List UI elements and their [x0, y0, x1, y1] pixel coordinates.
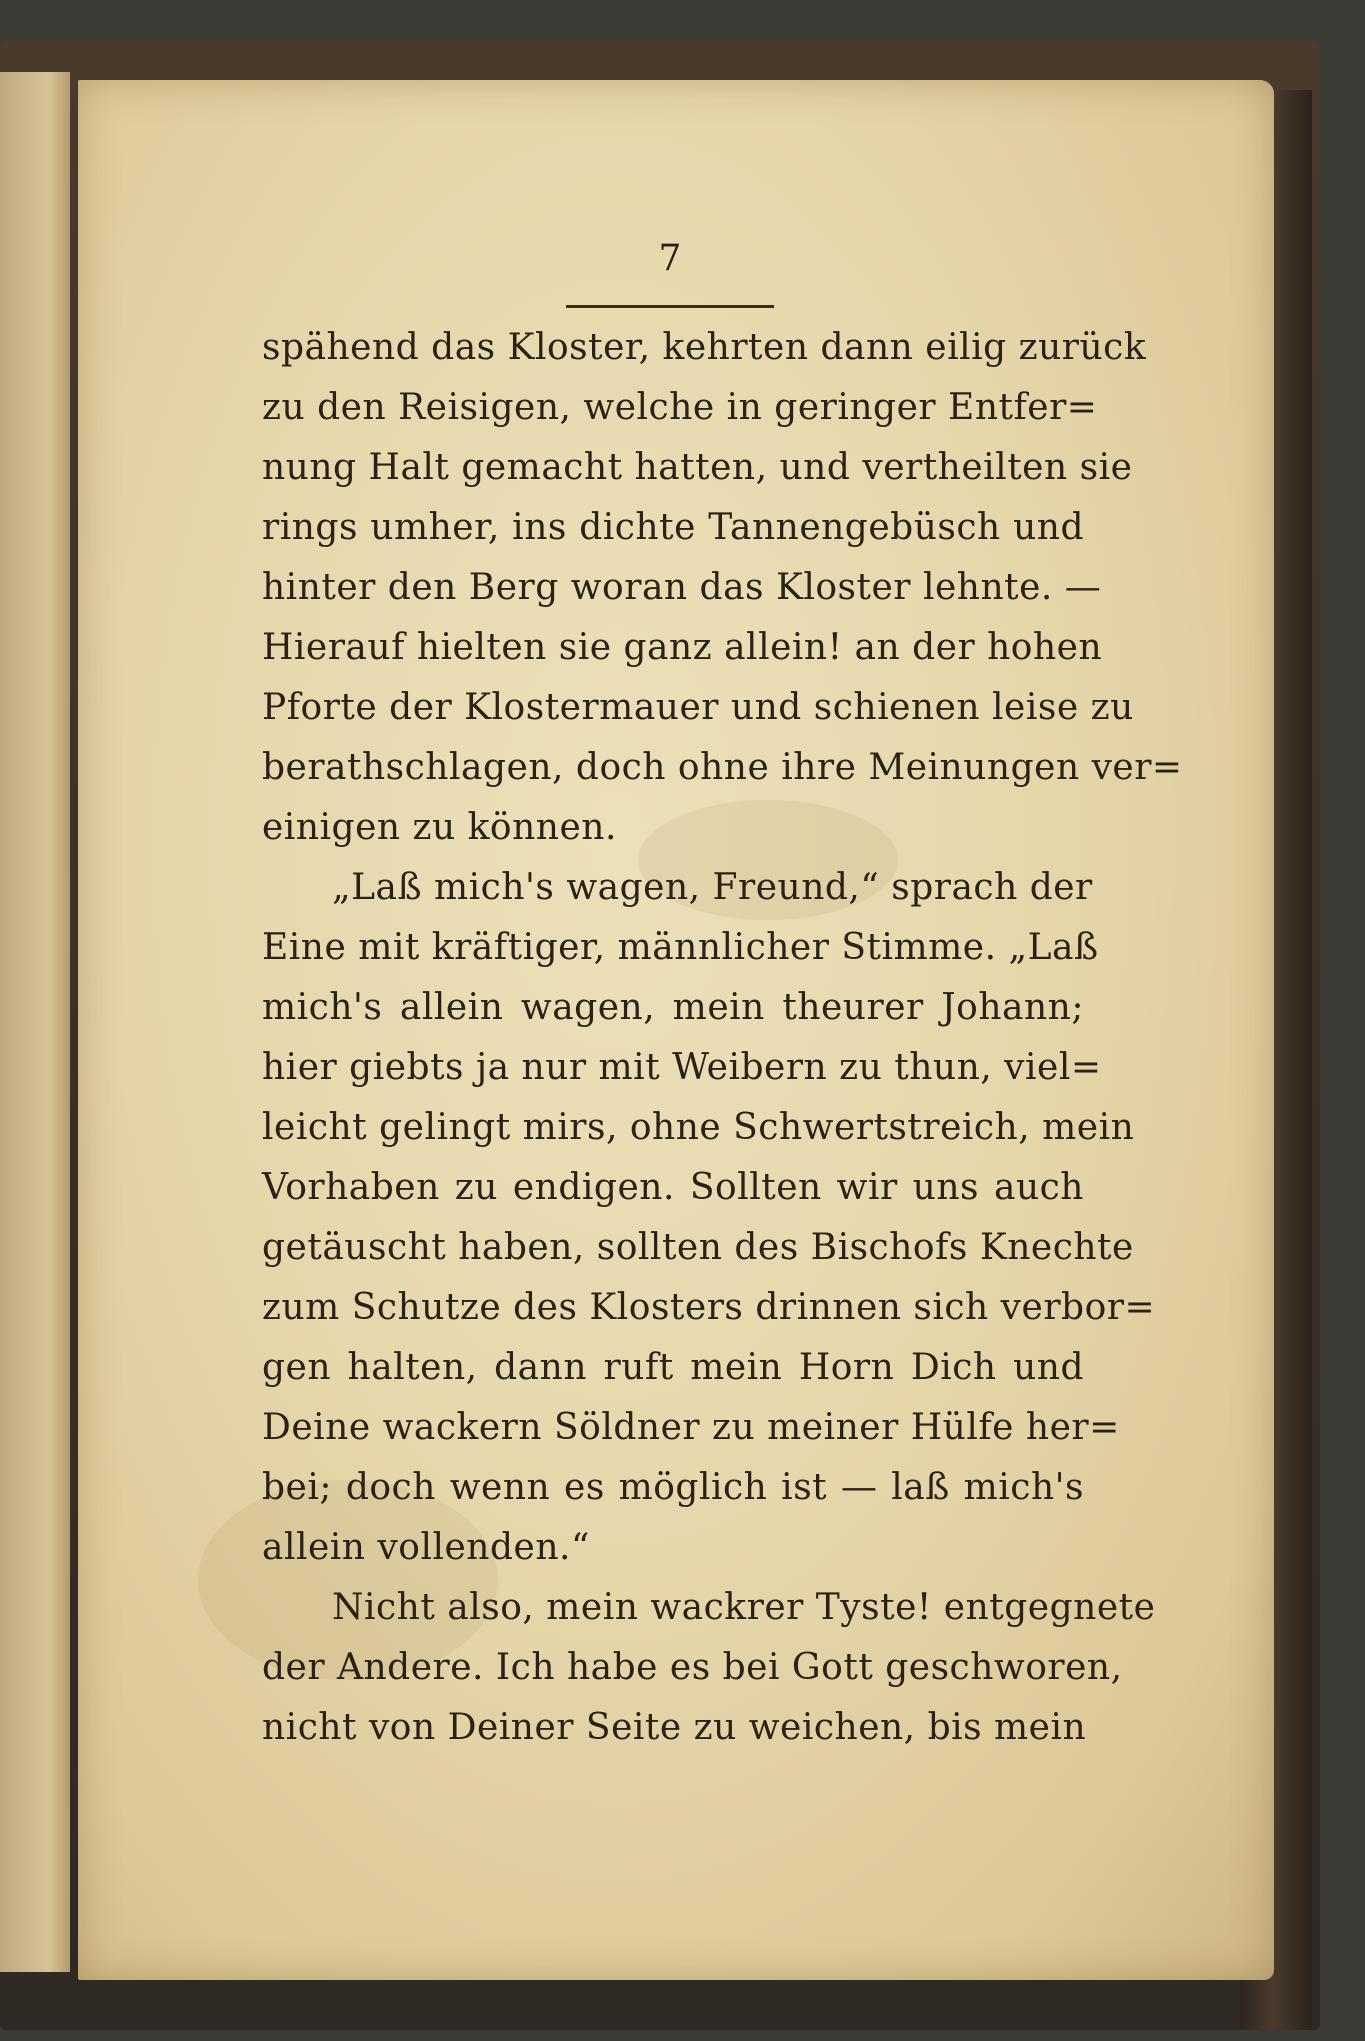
text-line: der Andere. Ich habe es bei Gott geschworen,	[262, 1647, 1123, 1688]
text-line: „Laß mich's wagen, Freund,“ sprach der	[332, 867, 1093, 908]
page-body-text	[262, 318, 1183, 1758]
text-line: bei; doch wenn es möglich ist — laß mich's	[262, 1467, 1084, 1508]
text-line: gen halten, dann ruft mein Horn Dich und	[262, 1347, 1084, 1388]
page-number: 7	[658, 238, 682, 279]
text-line: leicht gelingt mirs, ohne Schwertstreich, mein	[262, 1107, 1135, 1148]
text-line: Nicht also, mein wackrer Tyste! entgegnete	[332, 1587, 1156, 1628]
text-line: hier giebts ja nur mit Weibern zu thun, viel=	[262, 1047, 1102, 1088]
text-line: Vorhaben zu endigen. Sollten wir uns auch	[262, 1167, 1084, 1208]
header-rule	[566, 305, 774, 308]
text-line: spähend das Kloster, kehrten dann eilig zurück	[262, 327, 1147, 368]
text-line: nung Halt gemacht hatten, und vertheilten sie	[262, 447, 1133, 488]
text-line: Pforte der Klostermauer und schienen leise zu	[262, 687, 1134, 728]
text-line: Deine wackern Söldner zu meiner Hülfe her=	[262, 1407, 1120, 1448]
text-line: mich's allein wagen, mein theurer Johann;	[262, 987, 1084, 1028]
text-line: nicht von Deiner Seite zu weichen, bis mein	[262, 1707, 1087, 1748]
text-line: einigen zu können.	[262, 807, 617, 848]
text-line: rings umher, ins dichte Tannengebüsch und	[262, 507, 1084, 548]
text-line: getäuscht haben, sollten des Bischofs Knechte	[262, 1227, 1134, 1268]
text-line: allein vollenden.“	[262, 1527, 590, 1568]
text-line: Eine mit kräftiger, männlicher Stimme. „Laß	[262, 927, 1099, 968]
text-line: berathschlagen, doch ohne ihre Meinungen ver=	[262, 747, 1183, 788]
facing-page-edge	[0, 72, 70, 1972]
text-line: Hierauf hielten sie ganz allein! an der hohen	[262, 627, 1103, 668]
text-line: hinter den Berg woran das Kloster lehnte. —	[262, 567, 1102, 608]
text-line: zum Schutze des Klosters drinnen sich verbor=	[262, 1287, 1156, 1328]
text-line: zu den Reisigen, welche in geringer Entfer=	[262, 387, 1098, 428]
